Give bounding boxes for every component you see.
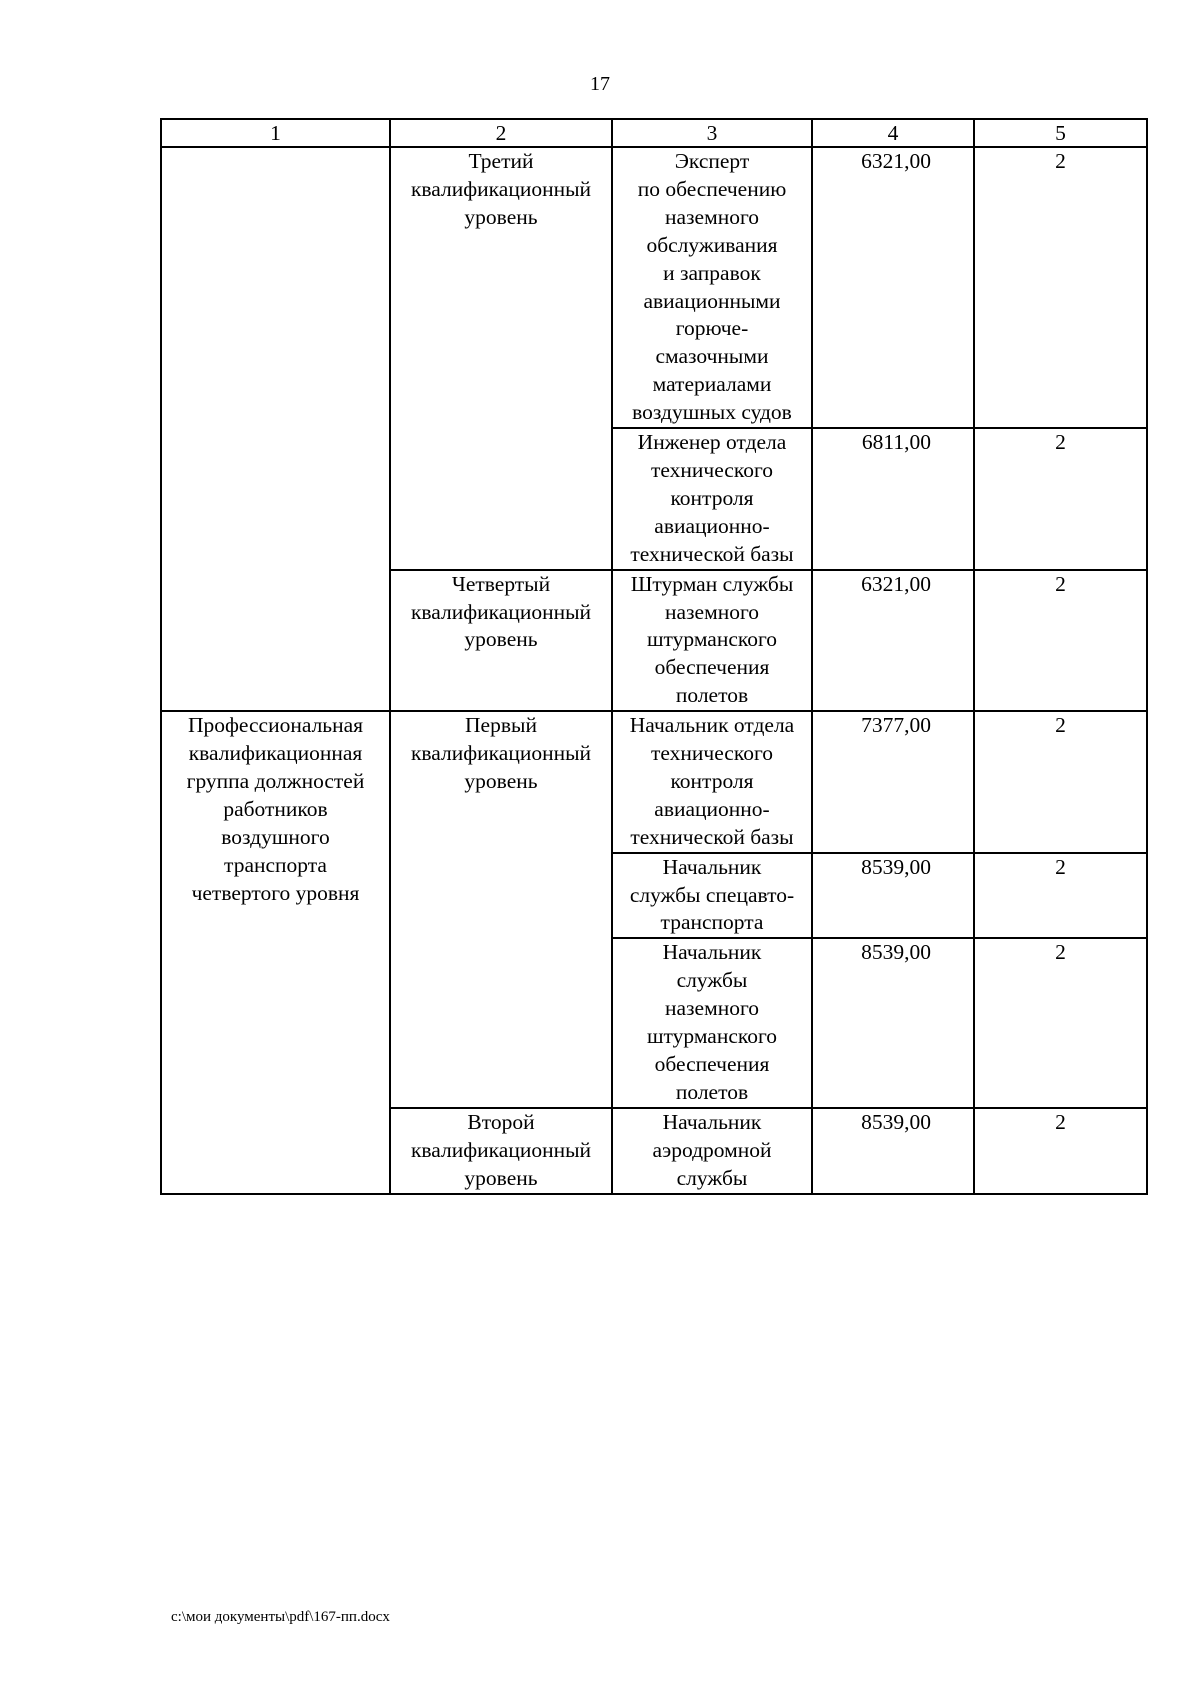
position-cell <box>612 570 812 712</box>
level-cell <box>390 147 612 570</box>
salary-table <box>160 118 1148 1195</box>
level-cell <box>390 1108 612 1194</box>
group-cell-empty <box>161 147 390 711</box>
footer-file-path: c:\мои документы\pdf\167-пп.docx <box>171 1609 390 1625</box>
position-cell <box>612 147 812 428</box>
position-label: Инженер отдела технического контроля авиационно- технической базы <box>630 430 794 566</box>
header-cell-3: 3 <box>612 119 812 147</box>
position-label: Начальник службы спецавто- транспорта <box>629 854 795 935</box>
page-number: 17 <box>590 73 610 95</box>
salary-cell: 8539,00 <box>812 853 974 939</box>
position-cell <box>612 428 812 570</box>
position-cell <box>612 711 812 853</box>
group-label: Профессиональная квалификационная группа должностей работников воздушного транспорта четвертого уровня <box>186 713 365 905</box>
table-header-row <box>161 119 1147 147</box>
level-cell <box>390 711 612 1108</box>
level-label: Третий квалификационный уровень <box>410 149 592 229</box>
header-cell-4: 4 <box>812 119 974 147</box>
position-label: Штурман службы наземного штурманского обеспечения полетов <box>630 571 794 708</box>
salary-cell: 6811,00 <box>812 428 974 570</box>
coefficient-cell: 2 <box>974 853 1147 939</box>
level-label: Четвертый квалификационный уровень <box>410 571 592 652</box>
salary-cell: 8539,00 <box>812 938 974 1107</box>
group-cell <box>161 711 390 1193</box>
position-label: Начальник службы наземного штурманского обеспечения полетов <box>646 940 778 1104</box>
salary-cell: 6321,00 <box>812 570 974 712</box>
coefficient-cell: 2 <box>974 570 1147 712</box>
position-label: Начальник отдела технического контроля авиационно- технической базы <box>629 713 795 849</box>
salary-cell: 8539,00 <box>812 1108 974 1194</box>
table-row <box>161 711 1147 853</box>
table-row <box>161 147 1147 428</box>
position-cell <box>612 853 812 939</box>
position-label: Эксперт по обеспечению наземного обслуживания и заправок авиационными горюче- смазочными материалами воздушных судов <box>632 149 792 425</box>
header-cell-1: 1 <box>161 119 390 147</box>
position-cell <box>612 938 812 1107</box>
level-label: Первый квалификационный уровень <box>410 713 592 793</box>
coefficient-cell: 2 <box>974 711 1147 853</box>
salary-cell: 6321,00 <box>812 147 974 428</box>
coefficient-cell: 2 <box>974 938 1147 1107</box>
coefficient-cell: 2 <box>974 1108 1147 1194</box>
position-label: Начальник аэродромной службы <box>652 1109 772 1190</box>
level-cell <box>390 570 612 712</box>
coefficient-cell: 2 <box>974 147 1147 428</box>
header-cell-5: 5 <box>974 119 1147 147</box>
coefficient-cell: 2 <box>974 428 1147 570</box>
level-label: Второй квалификационный уровень <box>410 1109 592 1190</box>
position-cell <box>612 1108 812 1194</box>
salary-cell: 7377,00 <box>812 711 974 853</box>
header-cell-2: 2 <box>390 119 612 147</box>
